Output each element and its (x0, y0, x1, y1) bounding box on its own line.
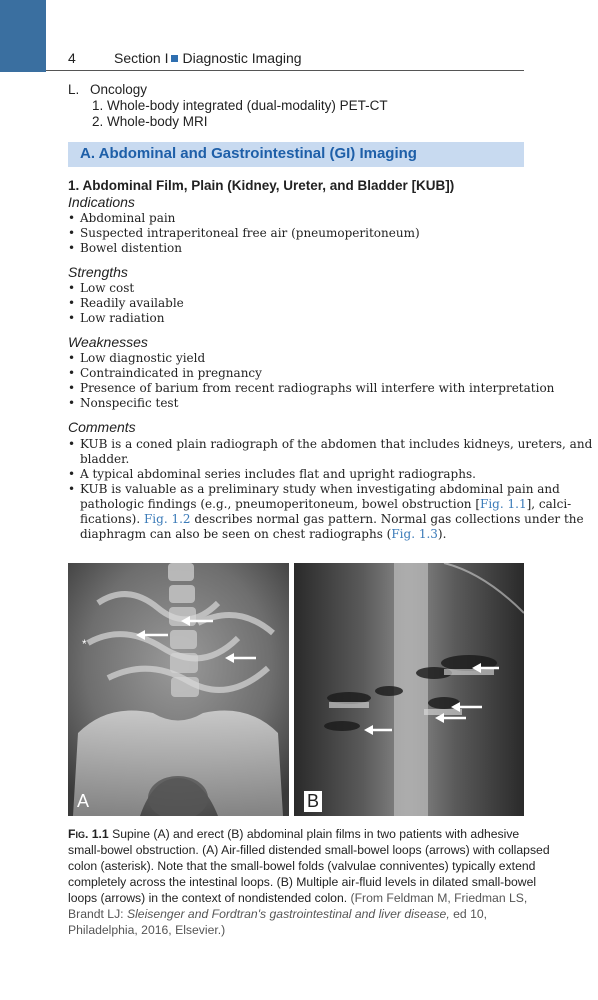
page-tab-marker (0, 0, 46, 72)
figure-link[interactable]: Fig. 1.1 (480, 497, 527, 511)
page-number: 4 (68, 50, 76, 66)
figure-link[interactable]: Fig. 1.3 (391, 527, 438, 541)
section-band-title: A. Abdominal and Gastrointestinal (GI) Imaging (80, 145, 417, 162)
running-header (68, 50, 524, 70)
list-item-continuation: fications). Fig. 1.2 describes normal gas pattern. Normal gas collections under the (80, 512, 584, 526)
section-band (68, 142, 524, 167)
list-item-continuation: bladder. (80, 452, 130, 466)
strengths-heading: Strengths (68, 264, 128, 280)
square-bullet-icon (171, 55, 178, 62)
list-item-continuation: pathologic findings (e.g., pneumoperitoneum, bowel obstruction [Fig. 1.1], calci- (80, 497, 572, 511)
panel-label-a: A (77, 791, 90, 811)
header-rule (46, 70, 524, 71)
radiograph-b (294, 563, 524, 816)
panel-label-b: B (304, 791, 322, 812)
section-label: Section I (114, 50, 169, 66)
radiograph-a-image (68, 563, 289, 816)
indications-heading: Indications (68, 194, 135, 210)
list-item-continuation: diaphragm can also be seen on chest radiographs (Fig. 1.3). (80, 527, 447, 541)
comments-heading: Comments (68, 419, 136, 435)
header-title: Diagnostic Imaging (182, 50, 302, 66)
svg-text:*: * (82, 637, 87, 651)
radiograph-b-image (294, 563, 524, 816)
figure-link[interactable]: Fig. 1.2 (143, 512, 191, 526)
oncology-item: 1. Whole-body integrated (dual-modality) PET-CT (92, 98, 388, 113)
oncology-letter: L. (68, 82, 80, 97)
figure-label: Fig. 1.1 (68, 827, 109, 841)
oncology-item: 2. Whole-body MRI (92, 114, 208, 129)
oncology-title: Oncology (90, 82, 148, 97)
radiograph-a (68, 563, 289, 816)
subsection-title: 1. Abdominal Film, Plain (Kidney, Ureter, and Bladder [KUB]) (68, 178, 455, 193)
figure-caption: Fig. 1.1 Supine (A) and erect (B) abdominal plain films in two patients with adhesive small-bowel obstruction. (A) Air-filled distended small-bowel loops (arrows) with collapsed colon (asterisk). Note that the small-bowel folds (valvulae conniventes) typically extend completely across the intestinal loops. (B) Multiple air-fluid levels in dilated small-bowel loops (arrows) in the context of nondistended colon. (From Feldman M, Friedman LS, Brandt LJ: Sleisenger and Fordtran's gastrointestinal and liver disease, ed 10, Philadelphia, 2016, Elsevier.) (68, 827, 550, 937)
weaknesses-heading: Weaknesses (68, 334, 148, 350)
